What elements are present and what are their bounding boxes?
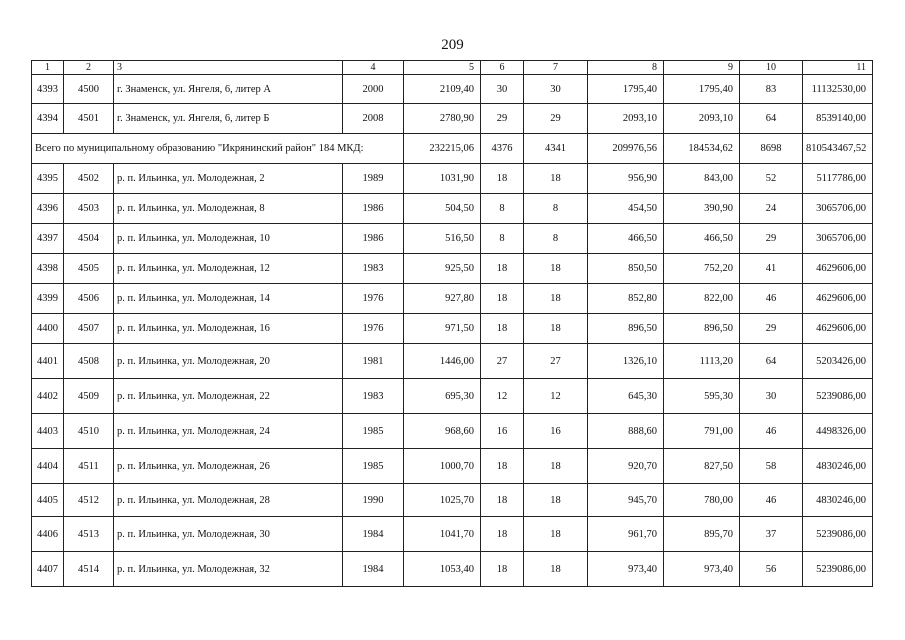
table-cell: р. п. Ильинка, ул. Молодежная, 24 xyxy=(114,414,343,449)
table-cell: 4512 xyxy=(64,484,114,517)
table-cell: 18 xyxy=(524,484,588,517)
table-cell: 973,40 xyxy=(588,552,664,587)
table-cell: 645,30 xyxy=(588,379,664,414)
table-cell: 18 xyxy=(481,484,524,517)
table-cell: 3065706,00 xyxy=(803,194,873,224)
table-cell: 46 xyxy=(740,414,803,449)
table-cell: 822,00 xyxy=(664,284,740,314)
table-row xyxy=(32,314,873,344)
table-row xyxy=(32,449,873,484)
table-cell: р. п. Ильинка, ул. Молодежная, 14 xyxy=(114,284,343,314)
table-cell: 52 xyxy=(740,164,803,194)
table-cell: 1053,40 xyxy=(404,552,481,587)
table-cell: 46 xyxy=(740,484,803,517)
table-cell: 18 xyxy=(524,164,588,194)
table-cell: 4393 xyxy=(32,75,64,104)
table-cell: 4629606,00 xyxy=(803,254,873,284)
table-cell: 18 xyxy=(481,449,524,484)
table-cell: 29 xyxy=(740,314,803,344)
table-cell: 896,50 xyxy=(664,314,740,344)
table-cell: 4399 xyxy=(32,284,64,314)
table-cell: 1989 xyxy=(343,164,404,194)
table-cell: 1983 xyxy=(343,379,404,414)
table-cell: 1981 xyxy=(343,344,404,379)
table-cell: 18 xyxy=(524,254,588,284)
table-cell: 8 xyxy=(524,224,588,254)
total-cell: 810543467,52 xyxy=(803,134,873,164)
table-cell: р. п. Ильинка, ул. Молодежная, 26 xyxy=(114,449,343,484)
table-cell: 16 xyxy=(481,414,524,449)
table-cell: 1326,10 xyxy=(588,344,664,379)
table-cell: 64 xyxy=(740,104,803,134)
table-cell: 5239086,00 xyxy=(803,379,873,414)
table-cell: 2008 xyxy=(343,104,404,134)
table-cell: 27 xyxy=(481,344,524,379)
table-cell: 4407 xyxy=(32,552,64,587)
table-row xyxy=(32,194,873,224)
table-cell: 18 xyxy=(481,164,524,194)
table-cell: 18 xyxy=(524,284,588,314)
table-cell: 4398 xyxy=(32,254,64,284)
table-cell: 11132530,00 xyxy=(803,75,873,104)
table-cell: 2000 xyxy=(343,75,404,104)
table-cell: 4406 xyxy=(32,517,64,552)
column-header: 10 xyxy=(740,61,803,75)
table-cell: 18 xyxy=(481,552,524,587)
table-cell: 888,60 xyxy=(588,414,664,449)
table-cell: 18 xyxy=(481,284,524,314)
table-row xyxy=(32,254,873,284)
column-header: 5 xyxy=(404,61,481,75)
table-cell: 920,70 xyxy=(588,449,664,484)
table-cell: 895,70 xyxy=(664,517,740,552)
table-cell: 3065706,00 xyxy=(803,224,873,254)
table-cell: 5239086,00 xyxy=(803,552,873,587)
table-cell: р. п. Ильинка, ул. Молодежная, 10 xyxy=(114,224,343,254)
data-table xyxy=(31,60,873,587)
table-cell: 2780,90 xyxy=(404,104,481,134)
table-cell: 4404 xyxy=(32,449,64,484)
table-cell: 973,40 xyxy=(664,552,740,587)
table-cell: 12 xyxy=(524,379,588,414)
table-cell: р. п. Ильинка, ул. Молодежная, 20 xyxy=(114,344,343,379)
total-cell: 184534,62 xyxy=(664,134,740,164)
table-cell: 961,70 xyxy=(588,517,664,552)
column-header: 4 xyxy=(343,61,404,75)
table-cell: 4507 xyxy=(64,314,114,344)
table-cell: 56 xyxy=(740,552,803,587)
table-cell: 925,50 xyxy=(404,254,481,284)
table-cell: 827,50 xyxy=(664,449,740,484)
table-cell: 466,50 xyxy=(588,224,664,254)
table-cell: 4397 xyxy=(32,224,64,254)
table-cell: р. п. Ильинка, ул. Молодежная, 8 xyxy=(114,194,343,224)
table-row xyxy=(32,224,873,254)
table-cell: 41 xyxy=(740,254,803,284)
table-cell: 4505 xyxy=(64,254,114,284)
table-cell: 927,80 xyxy=(404,284,481,314)
table-cell: 4501 xyxy=(64,104,114,134)
table-cell: 1795,40 xyxy=(664,75,740,104)
table-cell: 83 xyxy=(740,75,803,104)
table-cell: 1984 xyxy=(343,517,404,552)
table-cell: 37 xyxy=(740,517,803,552)
table-cell: 1041,70 xyxy=(404,517,481,552)
table-cell: 18 xyxy=(481,517,524,552)
table-cell: 8 xyxy=(481,224,524,254)
table-cell: 29 xyxy=(740,224,803,254)
table-cell: р. п. Ильинка, ул. Молодежная, 16 xyxy=(114,314,343,344)
table-cell: 390,90 xyxy=(664,194,740,224)
table-cell: 4629606,00 xyxy=(803,284,873,314)
table-cell: 595,30 xyxy=(664,379,740,414)
table-cell: 1031,90 xyxy=(404,164,481,194)
table-cell: 956,90 xyxy=(588,164,664,194)
table-cell: 58 xyxy=(740,449,803,484)
table-cell: 843,00 xyxy=(664,164,740,194)
table-cell: 4405 xyxy=(32,484,64,517)
table-cell: 4830246,00 xyxy=(803,449,873,484)
table-cell: 18 xyxy=(524,517,588,552)
table-cell: 1976 xyxy=(343,284,404,314)
page-number: 209 xyxy=(441,37,464,53)
column-header: 2 xyxy=(64,61,114,75)
table-cell: 454,50 xyxy=(588,194,664,224)
table-cell: 945,70 xyxy=(588,484,664,517)
table-cell: 852,80 xyxy=(588,284,664,314)
column-header: 7 xyxy=(524,61,588,75)
table-cell: 1990 xyxy=(343,484,404,517)
table-cell: 18 xyxy=(524,552,588,587)
table-cell: 4504 xyxy=(64,224,114,254)
table-cell: 1983 xyxy=(343,254,404,284)
total-cell: 232215,06 xyxy=(404,134,481,164)
table-cell: 64 xyxy=(740,344,803,379)
table-cell: 5117786,00 xyxy=(803,164,873,194)
table-cell: 27 xyxy=(524,344,588,379)
table-cell: г. Знаменск, ул. Янгеля, 6, литер Б xyxy=(114,104,343,134)
table-cell: 4500 xyxy=(64,75,114,104)
table-cell: 46 xyxy=(740,284,803,314)
table-cell: 1795,40 xyxy=(588,75,664,104)
column-header: 11 xyxy=(803,61,873,75)
table-cell: р. п. Ильинка, ул. Молодежная, 28 xyxy=(114,484,343,517)
table-cell: 4498326,00 xyxy=(803,414,873,449)
table-cell: 1113,20 xyxy=(664,344,740,379)
table-cell: 24 xyxy=(740,194,803,224)
table-cell: 1984 xyxy=(343,552,404,587)
table-cell: 8 xyxy=(524,194,588,224)
table-row xyxy=(32,379,873,414)
table-cell: 695,30 xyxy=(404,379,481,414)
table-cell: 29 xyxy=(481,104,524,134)
table-cell: 4629606,00 xyxy=(803,314,873,344)
table-row xyxy=(32,552,873,587)
table-cell: 30 xyxy=(481,75,524,104)
table-cell: 791,00 xyxy=(664,414,740,449)
table-cell: 8539140,00 xyxy=(803,104,873,134)
table-cell: 850,50 xyxy=(588,254,664,284)
table-cell: 1985 xyxy=(343,449,404,484)
table-cell: 18 xyxy=(481,254,524,284)
table-cell: 896,50 xyxy=(588,314,664,344)
table-cell: 12 xyxy=(481,379,524,414)
table-cell: 4403 xyxy=(32,414,64,449)
table-row xyxy=(32,344,873,379)
table-cell: р. п. Ильинка, ул. Молодежная, 32 xyxy=(114,552,343,587)
table-cell: 5239086,00 xyxy=(803,517,873,552)
table-cell: 1976 xyxy=(343,314,404,344)
table-cell: 504,50 xyxy=(404,194,481,224)
table-cell: р. п. Ильинка, ул. Молодежная, 22 xyxy=(114,379,343,414)
table-cell: 8 xyxy=(481,194,524,224)
header-row xyxy=(32,61,873,75)
table-cell: 16 xyxy=(524,414,588,449)
table-cell: 4401 xyxy=(32,344,64,379)
table-cell: 752,20 xyxy=(664,254,740,284)
table-cell: 18 xyxy=(524,314,588,344)
table-row xyxy=(32,414,873,449)
table-cell: 968,60 xyxy=(404,414,481,449)
table-cell: 1000,70 xyxy=(404,449,481,484)
total-cell: 8698 xyxy=(740,134,803,164)
table-cell: 2093,10 xyxy=(664,104,740,134)
table-cell: 4502 xyxy=(64,164,114,194)
table-cell: 4396 xyxy=(32,194,64,224)
table-cell: 4513 xyxy=(64,517,114,552)
table-cell: р. п. Ильинка, ул. Молодежная, 2 xyxy=(114,164,343,194)
table-cell: 1446,00 xyxy=(404,344,481,379)
table-cell: 1986 xyxy=(343,194,404,224)
table-row xyxy=(32,517,873,552)
table-cell: г. Знаменск, ул. Янгеля, 6, литер А xyxy=(114,75,343,104)
table-cell: 4402 xyxy=(32,379,64,414)
table-row xyxy=(32,104,873,134)
table-cell: 2093,10 xyxy=(588,104,664,134)
table-row xyxy=(32,484,873,517)
column-header: 1 xyxy=(32,61,64,75)
column-header: 8 xyxy=(588,61,664,75)
total-cell: 4341 xyxy=(524,134,588,164)
table-cell: 1986 xyxy=(343,224,404,254)
column-header: 6 xyxy=(481,61,524,75)
table-cell: 4511 xyxy=(64,449,114,484)
table-cell: р. п. Ильинка, ул. Молодежная, 12 xyxy=(114,254,343,284)
table-cell: 30 xyxy=(524,75,588,104)
total-cell: 209976,56 xyxy=(588,134,664,164)
table-cell: р. п. Ильинка, ул. Молодежная, 30 xyxy=(114,517,343,552)
table-cell: 30 xyxy=(740,379,803,414)
table-row xyxy=(32,164,873,194)
table-cell: 4395 xyxy=(32,164,64,194)
table-cell: 4394 xyxy=(32,104,64,134)
total-cell: 4376 xyxy=(481,134,524,164)
table-cell: 780,00 xyxy=(664,484,740,517)
table-cell: 2109,40 xyxy=(404,75,481,104)
table-cell: 4514 xyxy=(64,552,114,587)
column-header: 3 xyxy=(114,61,343,75)
table-cell: 4509 xyxy=(64,379,114,414)
table-cell: 516,50 xyxy=(404,224,481,254)
table-cell: 466,50 xyxy=(664,224,740,254)
table-cell: 1025,70 xyxy=(404,484,481,517)
total-row xyxy=(32,134,873,164)
table-cell: 4400 xyxy=(32,314,64,344)
total-label: Всего по муниципальному образованию "Икрянинский район" 184 МКД: xyxy=(32,134,404,164)
table-cell: 4830246,00 xyxy=(803,484,873,517)
table-cell: 18 xyxy=(481,314,524,344)
table-cell: 971,50 xyxy=(404,314,481,344)
table-row xyxy=(32,75,873,104)
table-cell: 4508 xyxy=(64,344,114,379)
table-cell: 18 xyxy=(524,449,588,484)
table-cell: 4510 xyxy=(64,414,114,449)
table-cell: 5203426,00 xyxy=(803,344,873,379)
table-cell: 4506 xyxy=(64,284,114,314)
table-row xyxy=(32,284,873,314)
table-cell: 4503 xyxy=(64,194,114,224)
column-header: 9 xyxy=(664,61,740,75)
table-cell: 29 xyxy=(524,104,588,134)
table-cell: 1985 xyxy=(343,414,404,449)
